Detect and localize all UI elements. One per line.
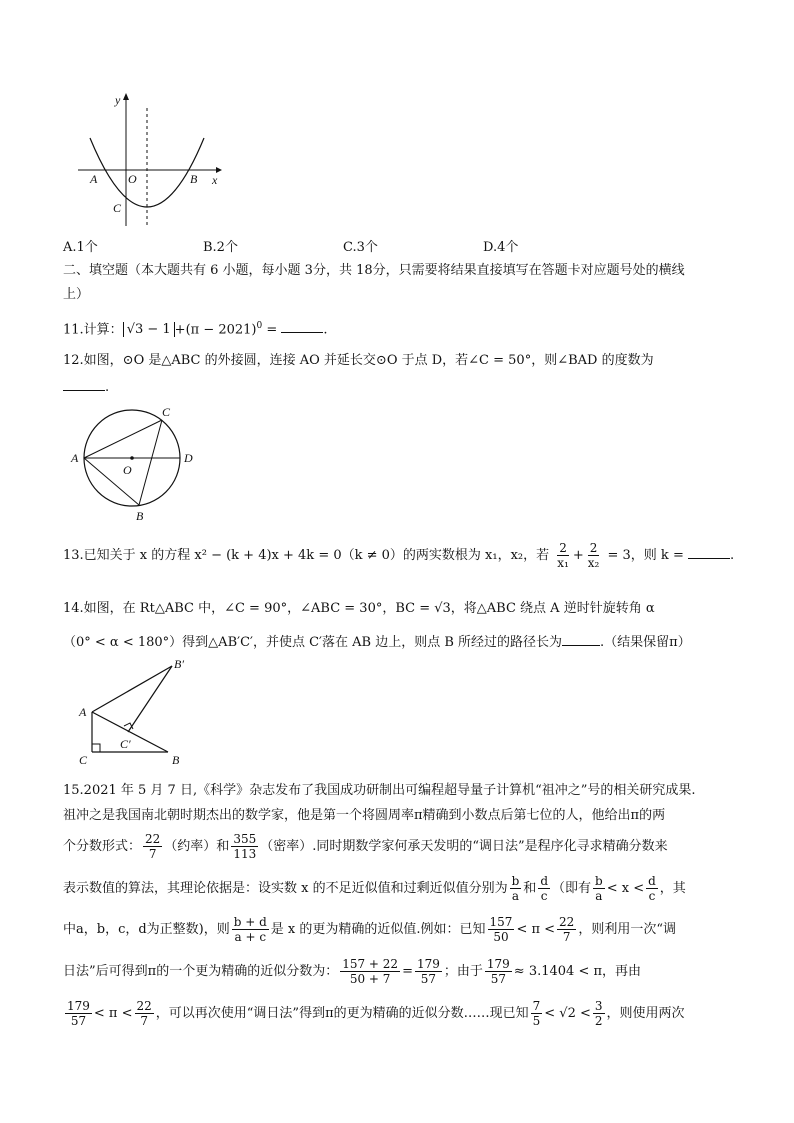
question-15-line7: $\frac{179}{57}$ < π < $\frac{22}{7}$ ，可以再次使用“调日法”得到π的更为精确的近似分数……现已知 $\frac{7}{5}$ < √2 < $\frac{3}{2}$ ，则使用两次 (67, 999, 685, 1028)
label-C: C (113, 201, 122, 215)
choice-b: B.2个 (203, 240, 238, 255)
choice-d: D.4个 (483, 240, 519, 255)
question-13: 13.已知关于 x 的方程 x² − (k + 4)x + 4k = 0（k ≠ 0）的两实数根为 x₁，x₂，若 $\frac{2}{\text{x₁}}$ + $\frac{2}{\text{x₂}}$ = 3，则 k = . (63, 541, 735, 570)
question-15-line2: 祖冲之是我国南北朝时期杰出的数学家，他是第一个将圆周率π精确到小数点后第七位的人，他给出π的两 (63, 808, 666, 823)
answer-blank-12[interactable] (63, 378, 105, 391)
question-12-line2: . (63, 378, 109, 397)
triangle-figure (70, 654, 200, 769)
question-15-line4: 表示数值的算法，其理论依据是：设实数 x 的不足近似值和过剩近似值分别为 $\frac{b}{a}$ 和 $\frac{d}{c}$ （即有 $\frac{b}{a}$ < x < $\frac{d}{c}$ ，其 (63, 874, 686, 903)
abs-expression: √3 − 1 (123, 322, 175, 337)
section-heading-line2: 上） (63, 287, 90, 302)
fig12-label-A: A (71, 451, 79, 465)
question-15-line6: 日法”后可得到π的一个更为精确的近似分数为： $\frac{157 + 22}{50 + 7}$ = $\frac{179}{57}$ ；由于 $\frac{179}{57}$ ≈ 3.1404 < π，再由 (63, 957, 642, 986)
fig14-label-A: A (79, 705, 87, 719)
choice-c: C.3个 (343, 240, 378, 255)
question-11: 11.计算： $√3 - 1 +(\pi - 2021)^0$ = . (63, 321, 328, 338)
question-12: 12.如图，⊙O 是△ABC 的外接圆，连接 AO 并延长交⊙O 于点 D，若∠C = 50°，则∠BAD 的度数为 (63, 353, 654, 368)
question-15-line3: 个分数形式： $\frac{22}{7}$ （约率）和 $\frac{355}{113}$ （密率）.同时期数学家何承天发明的“调日法”是程序化寻求精确分数来 (63, 832, 668, 861)
label-y: y (115, 93, 121, 107)
fig12-label-D: D (184, 451, 193, 465)
question-14: 14.如图，在 Rt△ABC 中，∠C = 90°，∠ABC = 30°，BC = √3，将△ABC 绕点 A 逆时针旋转角 α (63, 601, 655, 616)
label-O: O (128, 172, 137, 186)
parabola-figure (70, 88, 230, 228)
fig14-label-C1: C′ (120, 737, 131, 751)
section-heading-line1: 二、填空题（本大题共有 6 小题，每小题 3分，共 18分，只需要将结果直接填写在答题卡对应题号处的横线 (63, 263, 685, 278)
fig14-label-B1: B′ (174, 657, 184, 671)
answer-blank-11[interactable] (281, 320, 323, 333)
circle-figure (64, 400, 204, 525)
label-B: B (190, 172, 198, 186)
question-15-line1: 15.2021 年 5 月 7 日,《科学》杂志发布了我国成功研制出可编程超导量子计算机“祖冲之”号的相关研究成果. (63, 783, 696, 798)
answer-blank-13[interactable] (688, 546, 730, 559)
fraction-2-x2: $\frac{2}{\text{x₂}}$ (587, 541, 600, 570)
fig12-label-B: B (136, 509, 144, 523)
label-A: A (90, 172, 98, 186)
fig14-label-B: B (172, 753, 180, 767)
fig14-label-C: C (79, 753, 88, 767)
question-14-line2: （0° < α < 180°）得到△AB′C′，并使点 C′落在 AB 边上，则点 B 所经过的路径长为 .（结果保留π） (63, 635, 691, 650)
question-15-line5: 中a，b，c，d为正整数)，则 $\frac{b + d}{a + c}$ 是 x 的更为精确的近似值.例如：已知 $\frac{157}{50}$ < π < $\frac{22}{7}$ ，则利用一次“调 (63, 915, 676, 944)
choice-a: A.1个 (63, 240, 98, 255)
fraction-2-x1: $\frac{2}{\text{x₁}}$ (557, 541, 569, 570)
fig12-label-O: O (123, 463, 132, 477)
fig12-label-C: C (162, 405, 171, 419)
label-x: x (212, 173, 218, 187)
answer-blank-14[interactable] (562, 633, 600, 646)
